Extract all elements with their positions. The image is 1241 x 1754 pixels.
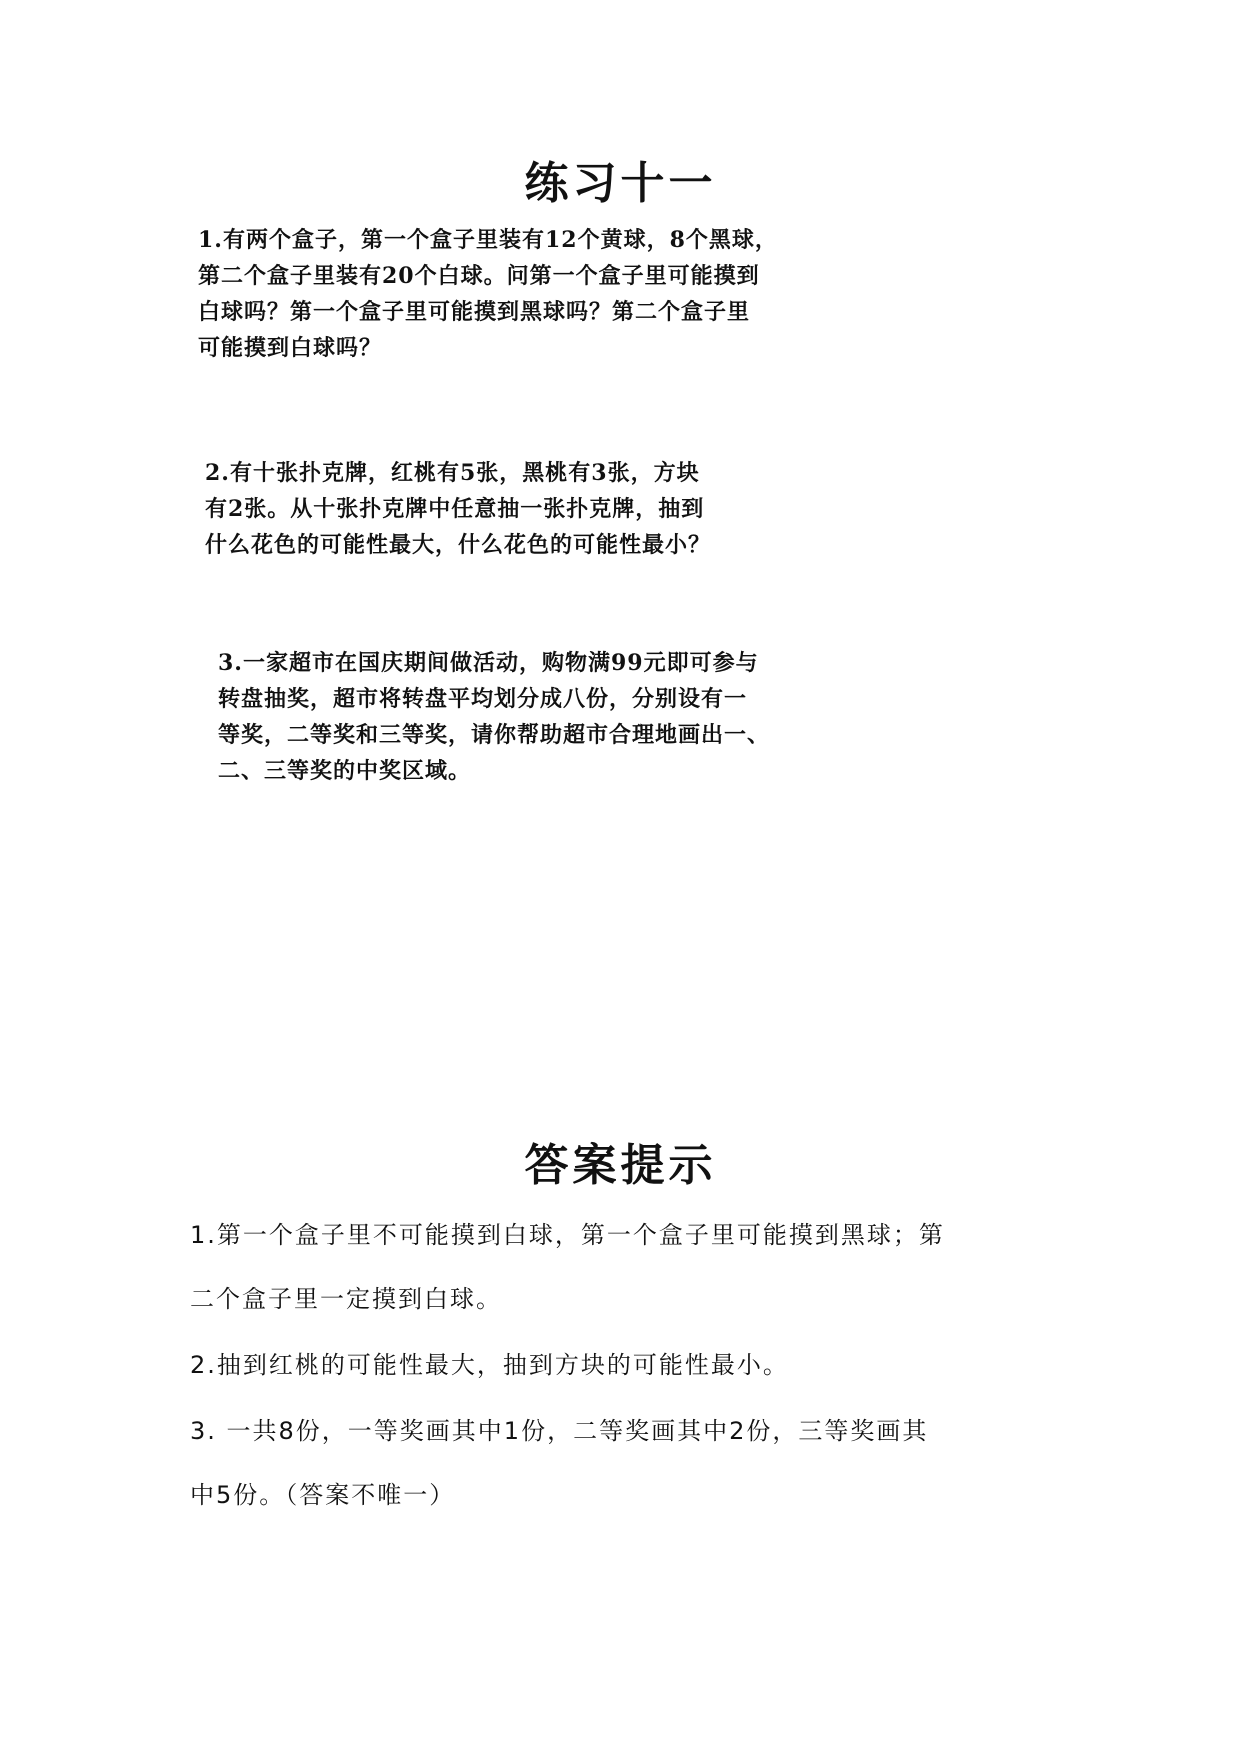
answer-3-line-1: 3. 一共8份，一等奖画其中1份，二等奖画其中2份，三等奖画其 <box>190 1417 929 1445</box>
question-line: 二、三等奖的中奖区域。 <box>218 758 472 784</box>
question-line: 2.有十张扑克牌，红桃有5张，黑桃有3张，方块 <box>205 460 700 486</box>
answer-1-line-2: 二个盒子里一定摸到白球。 <box>190 1285 502 1313</box>
question-line: 3.一家超市在国庆期间做活动，购物满99元即可参与 <box>218 650 759 676</box>
question-2 <box>205 455 865 563</box>
question-line: 第二个盒子里装有20个白球。问第一个盒子里可能摸到 <box>198 263 760 289</box>
page-title: 练习十一 <box>524 158 717 209</box>
question-line: 1.有两个盒子，第一个盒子里装有12个黄球，8个黑球， <box>198 227 778 253</box>
answer-1-line-1: 1.第一个盒子里不可能摸到白球，第一个盒子里可能摸到黑球；第 <box>190 1221 945 1249</box>
answer-3-line-2: 中5份。（答案不唯一） <box>190 1481 456 1509</box>
answer-section-title: 答案提示 <box>524 1140 717 1191</box>
answer-2: 2.抽到红桃的可能性最大，抽到方块的可能性最小。 <box>190 1351 789 1379</box>
question-1 <box>198 222 858 366</box>
question-line: 白球吗？第一个盒子里可能摸到黑球吗？第二个盒子里 <box>198 299 751 325</box>
question-3 <box>218 645 898 789</box>
question-line: 等奖，二等奖和三等奖，请你帮助超市合理地画出一、 <box>218 722 771 748</box>
question-line: 转盘抽奖，超市将转盘平均划分成八份，分别设有一 <box>218 686 748 712</box>
question-line: 可能摸到白球吗？ <box>198 335 383 361</box>
question-line: 有2张。从十张扑克牌中任意抽一张扑克牌，抽到 <box>205 496 705 522</box>
question-line: 什么花色的可能性最大，什么花色的可能性最小？ <box>205 532 712 558</box>
